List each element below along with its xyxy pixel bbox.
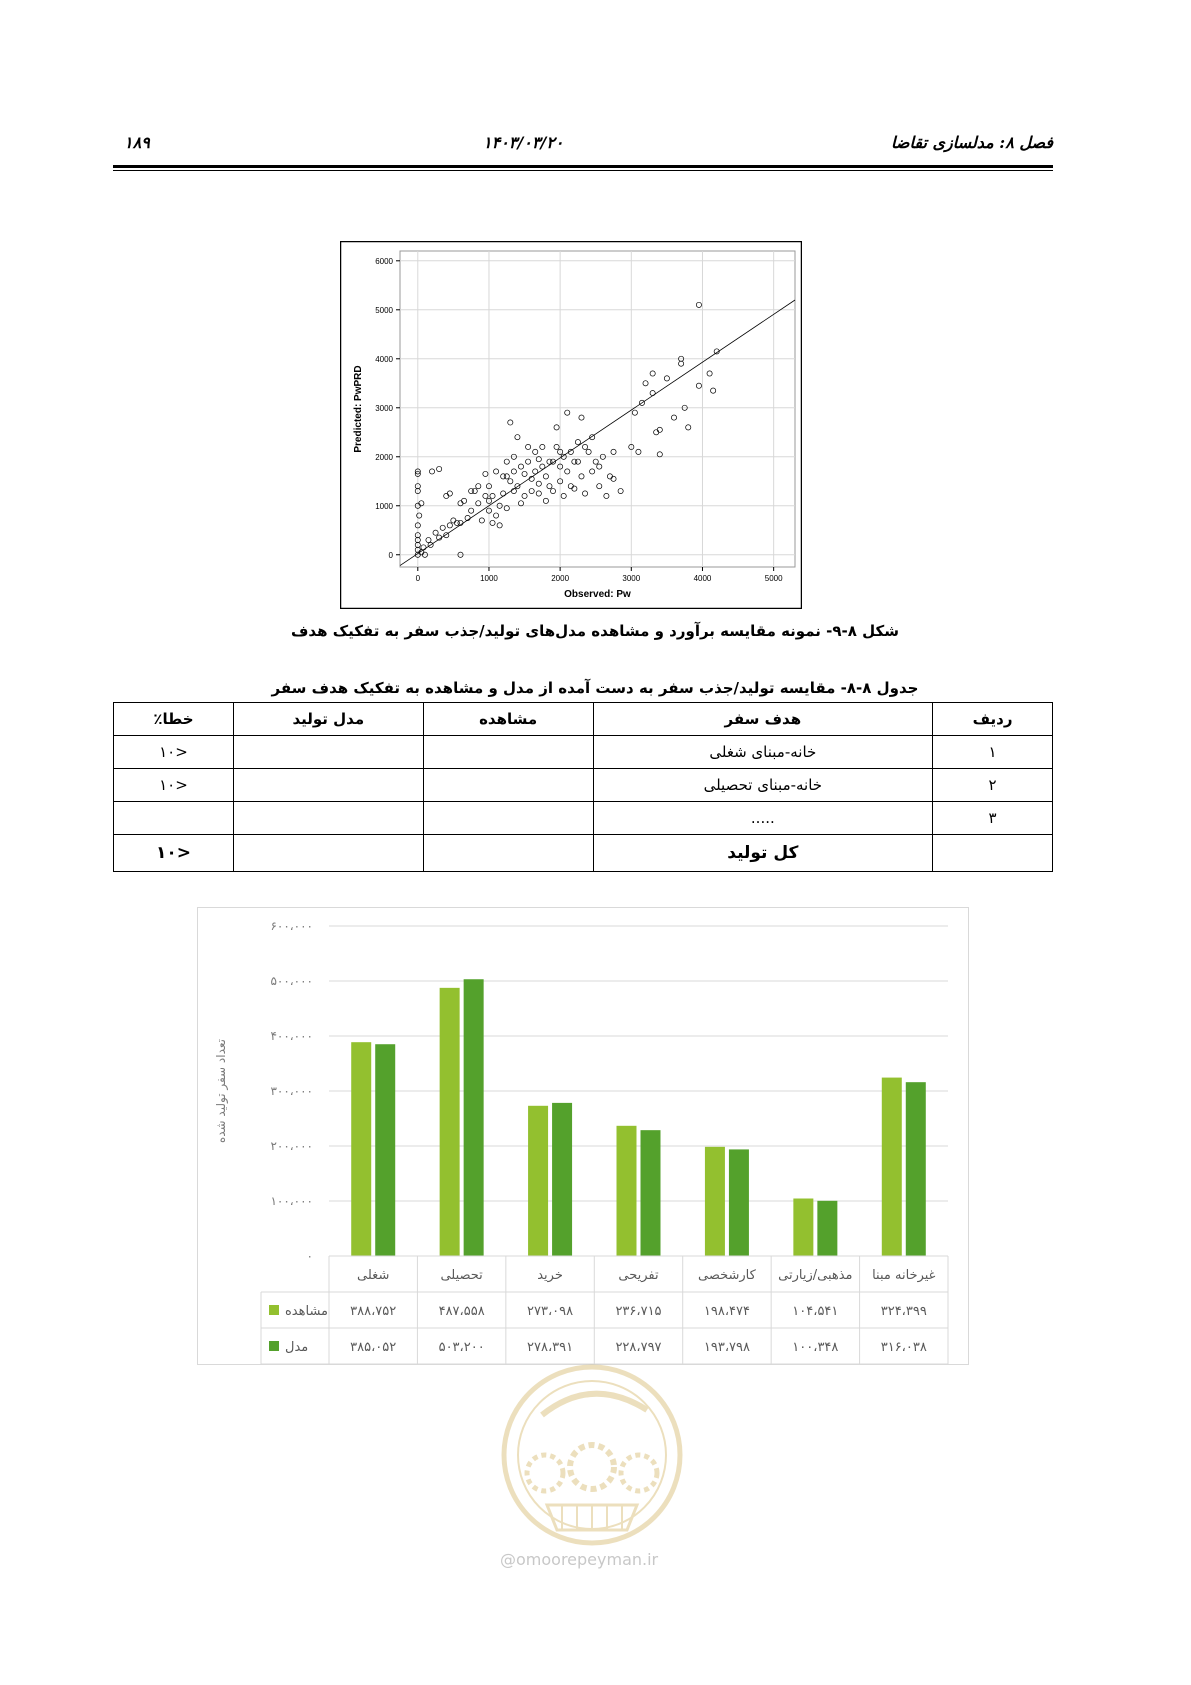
bar [906, 1082, 926, 1256]
x-tick-label: 1000 [480, 574, 498, 583]
cell: ۲ [933, 769, 1053, 802]
y-tick-label: 5000 [375, 305, 393, 315]
cell [423, 802, 593, 835]
bar [793, 1199, 813, 1256]
x-tick-label: 5000 [764, 574, 783, 583]
legend-label: مدل [285, 1340, 309, 1355]
bar [528, 1106, 548, 1256]
data-value-label: ۳۲۴،۳۹۹ [880, 1304, 927, 1319]
y-tick-label: 4000 [375, 354, 393, 364]
watermark-url-text: omoorepeyman.ir [516, 1550, 659, 1569]
x-tick-label: 3000 [622, 574, 641, 583]
bar-y-axis-label: تعداد سفر تولید شده [214, 1038, 228, 1144]
page-number: ۱۸۹ [124, 133, 150, 152]
table-caption: جدول ۸-۸- مقایسه تولید/جذب سفر به دست آمده از مدل و مشاهده به تفکیک هدف سفر [271, 679, 919, 697]
header-rule [113, 165, 1053, 168]
data-value-label: ۱۹۳،۷۹۸ [703, 1340, 750, 1355]
y-axis-label: Predicted: PwPRD [353, 365, 364, 453]
bar-chart [197, 907, 969, 1365]
data-value-label: ۳۸۸،۷۵۲ [350, 1304, 397, 1319]
table-row [114, 736, 1053, 769]
bar-y-tick-label: ۰ [306, 1249, 313, 1263]
cell [114, 802, 234, 835]
cell: ..... [593, 802, 933, 835]
bar [882, 1078, 902, 1256]
data-value-label: ۲۷۳،۰۹۸ [527, 1304, 574, 1319]
category-label: مذهبی/زیارتی [778, 1268, 853, 1283]
bar [464, 979, 484, 1256]
watermark-logo [487, 1355, 697, 1555]
bar [641, 1130, 661, 1256]
data-value-label: ۲۷۸،۳۹۱ [527, 1340, 574, 1355]
y-tick-label: 1000 [375, 501, 393, 511]
header-rule-thin [113, 170, 1053, 171]
category-label: تفریحی [618, 1268, 659, 1283]
at-icon: @ [500, 1550, 516, 1569]
cell [423, 769, 593, 802]
bar-y-tick-label: ۳۰۰،۰۰۰ [270, 1084, 313, 1098]
watermark-url [500, 1550, 658, 1569]
header-date: ۱۴۰۳/۰۳/۲۰ [483, 133, 564, 152]
y-tick-label: 0 [388, 550, 393, 560]
bar-y-tick-label: ۴۰۰،۰۰۰ [270, 1029, 313, 1043]
data-value-label: ۴۸۷،۵۵۸ [438, 1304, 485, 1319]
header-model: مدل تولید [233, 703, 423, 736]
bar [617, 1126, 637, 1256]
bar [375, 1044, 395, 1256]
scatter-plot-area [400, 251, 795, 567]
cell: ۱۰> [114, 769, 234, 802]
legend-swatch [269, 1341, 279, 1351]
table-total-row [114, 835, 1053, 872]
data-value-label: ۱۰۰،۳۴۸ [792, 1340, 839, 1355]
cell [233, 802, 423, 835]
bar-chart-svg [198, 908, 968, 1364]
data-value-label: ۳۱۶،۰۳۸ [880, 1340, 927, 1355]
y-tick-label: 2000 [375, 452, 393, 462]
total-label: کل تولید [593, 835, 933, 872]
cell [423, 736, 593, 769]
cell [933, 835, 1053, 872]
figure-caption: شکل ۸-۹- نمونه مقایسه برآورد و مشاهده مدل‌های تولید/جذب سفر به تفکیک هدف [291, 622, 899, 640]
bar-y-tick-label: ۱۰۰،۰۰۰ [270, 1194, 313, 1208]
bar-y-tick-label: ۶۰۰،۰۰۰ [270, 919, 313, 933]
header-observed: مشاهده [423, 703, 593, 736]
x-tick-label: 4000 [693, 574, 712, 583]
cell [233, 835, 423, 872]
data-value-label: ۱۹۸،۴۷۴ [703, 1304, 750, 1319]
cell: خانه-مبنای تحصیلی [593, 769, 933, 802]
bar [729, 1149, 749, 1256]
bar [817, 1201, 837, 1256]
category-label: کارشخصی [698, 1268, 756, 1283]
header-purpose: هدف سفر [593, 703, 933, 736]
data-value-label: ۲۳۶،۷۱۵ [615, 1304, 662, 1319]
data-value-label: ۲۲۸،۷۹۷ [615, 1340, 662, 1355]
bar [351, 1042, 371, 1256]
header-error: خطا٪ [114, 703, 234, 736]
cell [233, 769, 423, 802]
table-header-row [114, 703, 1053, 736]
category-label: شغلی [357, 1268, 390, 1283]
category-label: تحصیلی [440, 1268, 483, 1283]
cell: ۳ [933, 802, 1053, 835]
chapter-title: فصل ۸: مدلسازی تقاضا [891, 133, 1053, 152]
cell [233, 736, 423, 769]
category-label: خرید [537, 1268, 563, 1283]
cell [423, 835, 593, 872]
bar-y-tick-label: ۵۰۰،۰۰۰ [270, 974, 313, 988]
total-error: ۱۰> [114, 835, 234, 872]
comparison-table [113, 702, 1053, 872]
table-row [114, 802, 1053, 835]
bar [705, 1147, 725, 1256]
x-axis-label: Observed: Pw [564, 589, 631, 600]
cell: ۱۰> [114, 736, 234, 769]
data-value-label: ۵۰۳،۲۰۰ [438, 1340, 485, 1355]
scatter-plot [340, 241, 802, 609]
x-tick-label: 0 [415, 574, 421, 583]
bar-y-tick-label: ۲۰۰،۰۰۰ [270, 1139, 313, 1153]
legend-swatch [269, 1305, 279, 1315]
data-value-label: ۳۸۵،۰۵۲ [350, 1340, 397, 1355]
bar [552, 1103, 572, 1256]
bar [440, 988, 460, 1256]
category-label: غیرخانه مبنا [872, 1268, 936, 1283]
legend-label: مشاهده [285, 1304, 329, 1319]
y-tick-label: 6000 [375, 256, 393, 266]
cell: خانه-مبنای شغلی [593, 736, 933, 769]
cell: ۱ [933, 736, 1053, 769]
table-row [114, 769, 1053, 802]
header-row-index: ردیف [933, 703, 1053, 736]
x-tick-label: 2000 [551, 574, 570, 583]
y-tick-label: 3000 [375, 403, 393, 413]
data-value-label: ۱۰۴،۵۴۱ [792, 1304, 839, 1319]
